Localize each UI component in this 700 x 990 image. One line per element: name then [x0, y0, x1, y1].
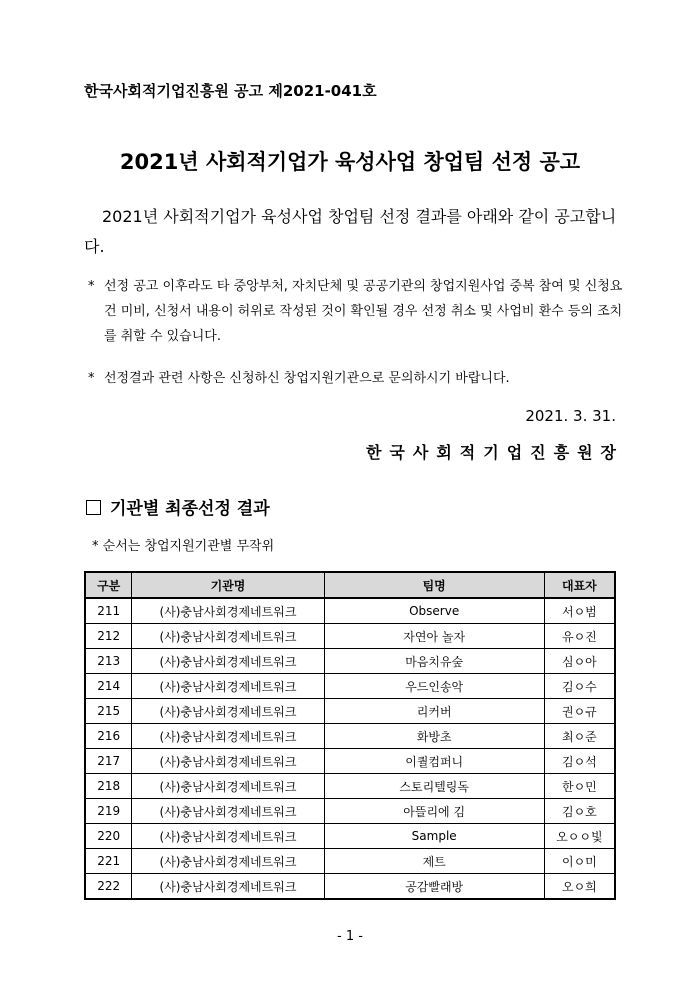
cell-institution: (사)충남사회경제네트워크 — [132, 874, 324, 900]
table-row — [85, 874, 615, 900]
cell-institution: (사)충남사회경제네트워크 — [132, 824, 324, 849]
cell-representative: 오ㅇ희 — [544, 874, 615, 900]
table-row — [85, 598, 615, 624]
cell-representative: 김ㅇ호 — [544, 799, 615, 824]
note-item — [88, 274, 628, 349]
table-header — [85, 572, 615, 598]
section-title-text: 기관별 최종선정 결과 — [110, 499, 270, 519]
cell-team: 마음치유숲 — [324, 649, 544, 674]
cell-number: 219 — [85, 799, 132, 824]
square-bullet-icon — [86, 500, 101, 515]
cell-number: 218 — [85, 774, 132, 799]
header-cell-institution: 기관명 — [132, 572, 324, 598]
cell-number: 217 — [85, 749, 132, 774]
cell-number: 211 — [85, 598, 132, 624]
cell-representative: 서ㅇ범 — [544, 598, 615, 624]
cell-representative: 오ㅇㅇ빛 — [544, 824, 615, 849]
cell-representative: 김ㅇ석 — [544, 749, 615, 774]
cell-team: Observe — [324, 598, 544, 624]
cell-team: 제트 — [324, 849, 544, 874]
cell-number: 214 — [85, 674, 132, 699]
section-title — [86, 494, 270, 519]
cell-representative: 한ㅇ민 — [544, 774, 615, 799]
cell-institution: (사)충남사회경제네트워크 — [132, 774, 324, 799]
table-row — [85, 674, 615, 699]
cell-number: 222 — [85, 874, 132, 900]
cell-number: 212 — [85, 624, 132, 649]
page-number: - 1 - — [337, 929, 363, 944]
table-row — [85, 699, 615, 724]
cell-number: 220 — [85, 824, 132, 849]
note-mark: * — [88, 279, 95, 294]
intro-text: 2021년 사회적기업가 육성사업 창업팀 선정 결과를 아래와 같이 공고합니다. — [84, 207, 617, 256]
table-body — [85, 598, 615, 899]
cell-representative: 이ㅇ미 — [544, 849, 615, 874]
table-header-row — [85, 572, 615, 598]
note-text: 선정결과 관련 사항은 신청하신 창업지원기관으로 문의하시기 바랍니다. — [104, 371, 510, 386]
cell-team: 공감빨래방 — [324, 874, 544, 900]
cell-representative: 김ㅇ수 — [544, 674, 615, 699]
table-row — [85, 799, 615, 824]
cell-institution: (사)충남사회경제네트워크 — [132, 674, 324, 699]
cell-representative: 유ㅇ진 — [544, 624, 615, 649]
header-cell-number: 구분 — [85, 572, 132, 598]
cell-institution: (사)충남사회경제네트워크 — [132, 849, 324, 874]
table-row — [85, 624, 615, 649]
cell-institution: (사)충남사회경제네트워크 — [132, 699, 324, 724]
cell-institution: (사)충남사회경제네트워크 — [132, 624, 324, 649]
org-signature: 한국사회적기업진흥원장 — [365, 443, 624, 462]
table-row — [85, 824, 615, 849]
table-row — [85, 849, 615, 874]
cell-number: 215 — [85, 699, 132, 724]
table-row — [85, 774, 615, 799]
note-text: 선정 공고 이후라도 타 중앙부처, 자치단체 및 공공기관의 창업지원사업 중복 참여 및 신청요건 미비, 신청서 내용이 허위로 작성된 것이 확인될 경우 선정 취소 및 사업비 환수 등의 조치를 취할 수 있습니다. — [104, 279, 623, 344]
cell-representative: 최ㅇ준 — [544, 724, 615, 749]
intro-paragraph — [84, 202, 624, 262]
note-mark: * — [88, 371, 95, 386]
cell-institution: (사)충남사회경제네트워크 — [132, 724, 324, 749]
cell-number: 213 — [85, 649, 132, 674]
cell-institution: (사)충남사회경제네트워크 — [132, 749, 324, 774]
table-row — [85, 749, 615, 774]
cell-team: 우드인송악 — [324, 674, 544, 699]
table-row — [85, 649, 615, 674]
note-item — [88, 366, 628, 391]
results-table — [84, 571, 616, 900]
cell-number: 221 — [85, 849, 132, 874]
cell-team: 자연아 놀자 — [324, 624, 544, 649]
cell-institution: (사)충남사회경제네트워크 — [132, 799, 324, 824]
cell-representative: 심ㅇ아 — [544, 649, 615, 674]
order-note: * 순서는 창업지원기관별 무작위 — [92, 539, 275, 554]
cell-team: Sample — [324, 824, 544, 849]
document-title: 2021년 사회적기업가 육성사업 창업팀 선정 공고 — [119, 150, 581, 174]
notice-number: 한국사회적기업진흥원 공고 제2021-041호 — [84, 82, 377, 100]
cell-team: 리커버 — [324, 699, 544, 724]
table-row — [85, 724, 615, 749]
cell-team: 아뜰리에 김 — [324, 799, 544, 824]
cell-team: 화방초 — [324, 724, 544, 749]
cell-number: 216 — [85, 724, 132, 749]
cell-institution: (사)충남사회경제네트워크 — [132, 649, 324, 674]
cell-team: 스토리텔링독 — [324, 774, 544, 799]
header-cell-representative: 대표자 — [544, 572, 615, 598]
header-cell-team: 팀명 — [324, 572, 544, 598]
cell-institution: (사)충남사회경제네트워크 — [132, 598, 324, 624]
notice-date: 2021. 3. 31. — [525, 407, 616, 425]
cell-team: 이퀄컴퍼니 — [324, 749, 544, 774]
cell-representative: 권ㅇ규 — [544, 699, 615, 724]
